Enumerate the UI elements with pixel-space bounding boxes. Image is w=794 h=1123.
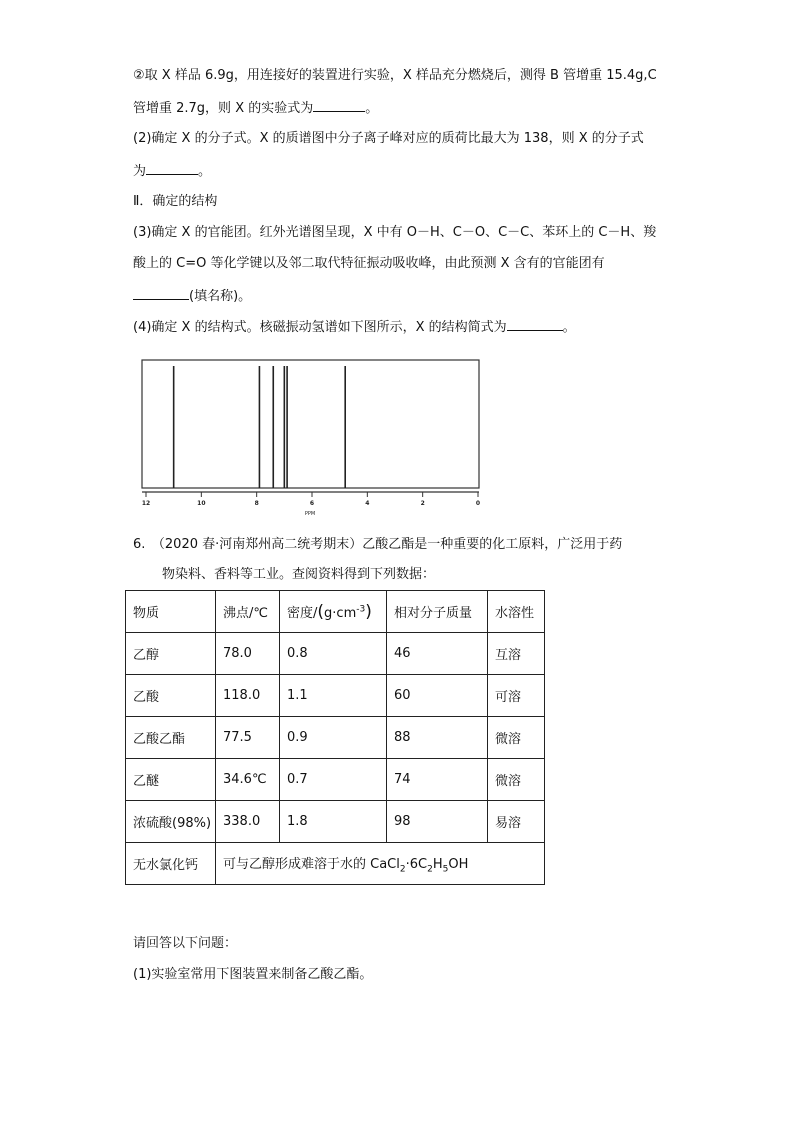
q6-subquestion-1: (1)实验室常用下图装置来制备乙酸乙酯。	[133, 967, 373, 982]
q5-part4-line	[133, 318, 576, 336]
x-tick-label: 0	[475, 500, 481, 507]
cell: 乙酸	[126, 675, 216, 717]
cell: 易溶	[488, 801, 545, 843]
x-tick-label: 12	[141, 500, 151, 507]
answer-blank[interactable]	[313, 99, 365, 112]
cell: 338.0	[216, 801, 280, 843]
table-row	[126, 675, 545, 717]
answer-blank[interactable]	[146, 162, 198, 175]
desc-text: H	[432, 856, 443, 872]
cell: 微溶	[488, 759, 545, 801]
q5-step2-end: 。	[365, 101, 379, 116]
q5-part2-line2	[133, 162, 211, 180]
x-tick-label: 6	[309, 500, 315, 507]
cell: 乙醇	[126, 633, 216, 675]
q5-part2-end: 。	[198, 164, 212, 179]
density-label: 密度/	[287, 605, 318, 621]
answer-blank[interactable]	[507, 318, 563, 331]
q5-part3-end: (填名称)。	[189, 289, 252, 304]
cell: 0.7	[280, 759, 387, 801]
desc-text: ·6C	[405, 856, 428, 872]
cell: 118.0	[216, 675, 280, 717]
density-unit: g·cm	[324, 605, 357, 621]
cell: 1.8	[280, 801, 387, 843]
table-row	[126, 801, 545, 843]
cell: 74	[387, 759, 488, 801]
table-row	[126, 717, 545, 759]
nmr-spectrum-chart	[140, 356, 484, 518]
cell: 88	[387, 717, 488, 759]
header-substance: 物质	[126, 591, 216, 633]
cell: 乙酸乙酯	[126, 717, 216, 759]
cell: 34.6℃	[216, 759, 280, 801]
q5-part4-text: (4)确定 X 的结构式。核磁振动氢谱如下图所示，X 的结构简式为	[133, 320, 507, 335]
table-row	[126, 843, 545, 885]
cell: 浓硫酸(98%)	[126, 801, 216, 843]
subscript: 5	[442, 864, 449, 875]
x-tick-label: 10	[197, 500, 206, 507]
q5-step2-line2	[133, 99, 378, 117]
q6-prompt: 请回答以下问题：	[133, 936, 238, 951]
header-boiling-point: 沸点/℃	[216, 591, 280, 633]
table-row	[126, 759, 545, 801]
cell: 无水氯化钙	[126, 843, 216, 885]
q5-step2-text: 管增重 2.7g，则 X 的实验式为	[133, 101, 314, 116]
q5-part2-text: 为	[133, 164, 147, 179]
cell: 0.8	[280, 633, 387, 675]
section-heading: Ⅱ．确定的结构	[133, 194, 218, 209]
x-tick-label: 2	[420, 500, 425, 507]
answer-blank[interactable]	[133, 287, 189, 300]
subscript: 2	[399, 864, 406, 875]
x-axis-label: PPM	[304, 511, 316, 517]
header-solubility: 水溶性	[488, 591, 545, 633]
plot-frame	[142, 360, 479, 488]
table-header-row	[126, 591, 545, 633]
cell: 乙醚	[126, 759, 216, 801]
cell: 微溶	[488, 717, 545, 759]
q5-step2-line1: ②取 X 样品 6.9g，用连接好的装置进行实验，X 样品充分燃烧后，测得 B 管增重 15.4g,C	[133, 68, 657, 83]
desc-text: 可与乙醇形成难溶于水的 CaCl	[223, 856, 400, 872]
cell: 1.1	[280, 675, 387, 717]
subscript: 2	[427, 864, 433, 875]
q5-part3-line3	[133, 287, 251, 305]
q6-line1: 6. （2020 春·河南郑州高二统考期末）乙酸乙酯是一种重要的化工原料，广泛用于药	[133, 537, 623, 552]
q5-part3-line2: 酸上的 C=O 等化学键以及邻二取代特征振动吸收峰，由此预测 X 含有的官能团有	[133, 256, 605, 271]
cell-description	[216, 843, 545, 885]
q5-part2-line1: (2)确定 X 的分子式。X 的质谱图中分子离子峰对应的质荷比最大为 138，则 X 的分子式	[133, 131, 644, 146]
desc-text: OH	[448, 856, 469, 872]
header-density: 密度$/(g\cdot cm^{-3})$	[280, 591, 387, 633]
x-tick-label: 8	[254, 500, 259, 507]
density-exponent: -3	[356, 604, 366, 615]
cell: 0.9	[280, 717, 387, 759]
x-tick-label: 4	[365, 500, 370, 507]
header-molar-mass: 相对分子质量	[387, 591, 488, 633]
cell: 78.0	[216, 633, 280, 675]
q5-part4-end: 。	[562, 320, 576, 335]
cell: 98	[387, 801, 488, 843]
properties-table	[125, 590, 545, 885]
q6-line2: 物染料、香料等工业。查阅资料得到下列数据：	[162, 567, 436, 582]
cell: 77.5	[216, 717, 280, 759]
cell: 46	[387, 633, 488, 675]
cell: 互溶	[488, 633, 545, 675]
q5-part3-line1: (3)确定 X 的官能团。红外光谱图呈现，X 中有 O－H、C－O、C－C、苯环上的 C－H、羧	[133, 225, 657, 240]
cell: 60	[387, 675, 488, 717]
cell: 可溶	[488, 675, 545, 717]
table-row	[126, 633, 545, 675]
